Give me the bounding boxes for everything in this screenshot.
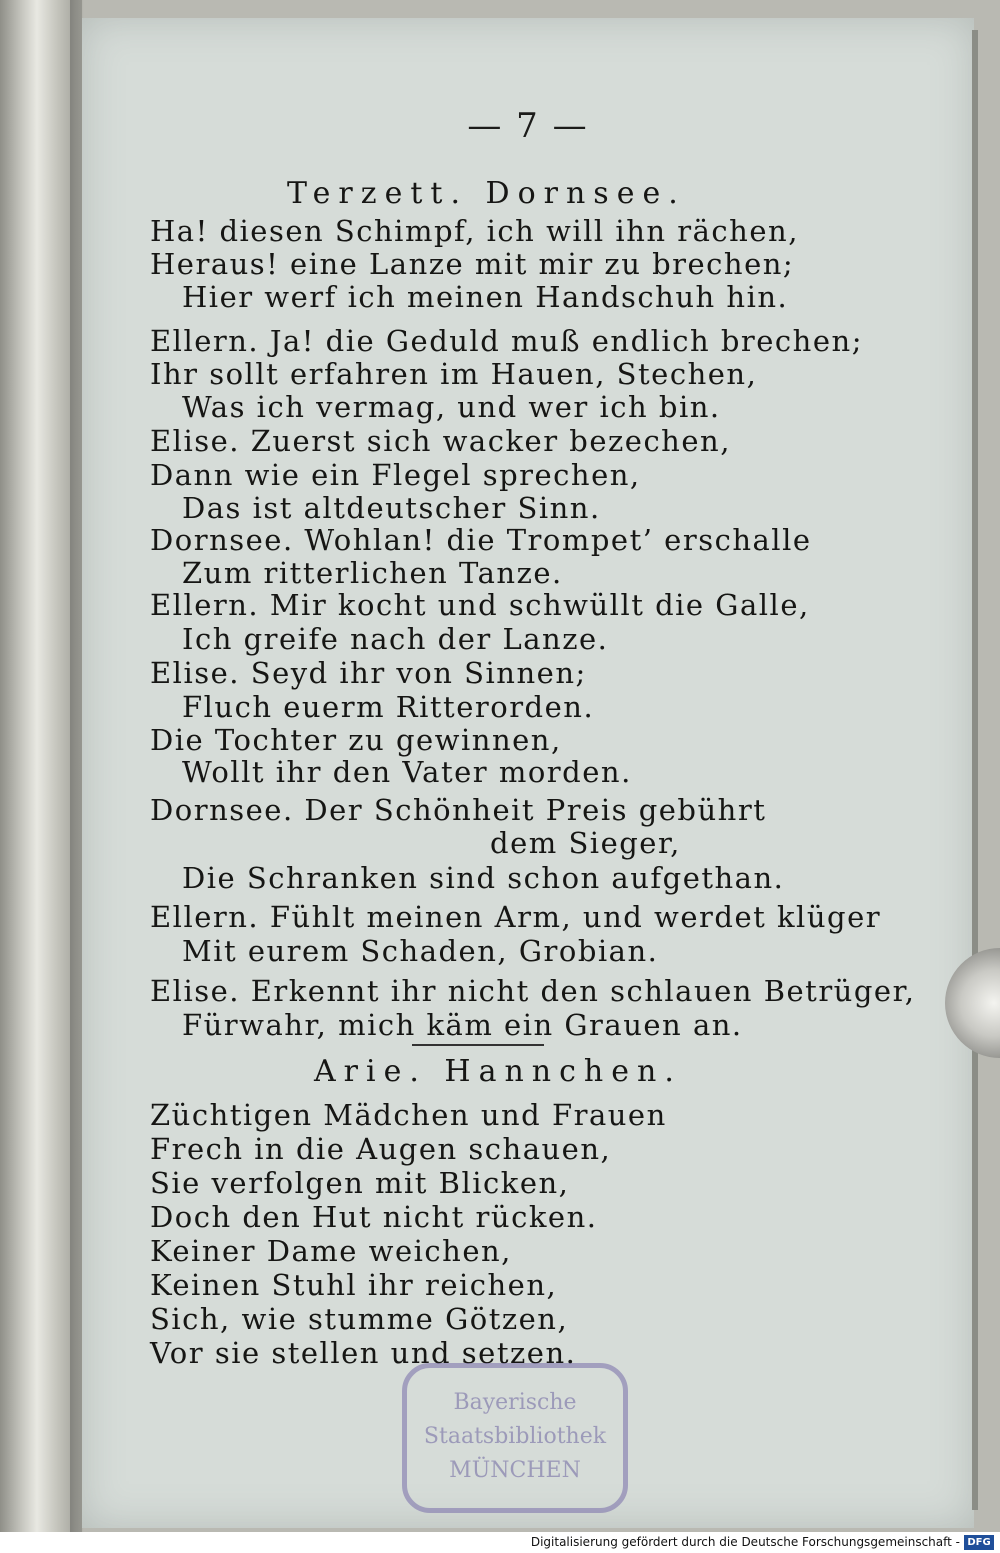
text-line: Zum ritterlichen Tanze. (182, 556, 563, 590)
text-line: Wollt ihr den Vater morden. (182, 755, 632, 789)
dfg-logo: DFG (964, 1535, 994, 1550)
text-line: Keinen Stuhl ihr reichen, (150, 1268, 558, 1302)
text-line: Ich greife nach der Lanze. (182, 622, 609, 656)
library-stamp (402, 1363, 628, 1513)
heading-arie: Arie. Hannchen. (314, 1054, 682, 1089)
text-line: Fluch euerm Ritterorden. (182, 690, 595, 724)
text-line: Ellern. Ja! die Geduld muß endlich brechen; (150, 324, 863, 358)
text-line: Ellern. Fühlt meinen Arm, und werdet klüger (150, 900, 882, 934)
text-line: Fürwahr, mich käm ein Grauen an. (182, 1008, 743, 1042)
footer-bar (0, 1532, 1000, 1553)
text-line: Sich, wie stumme Götzen, (150, 1302, 569, 1336)
page-number: — 7 — (467, 106, 589, 146)
text-line: Dornsee. Wohlan! die Trompet’ erschalle (150, 523, 812, 557)
text-line: Was ich vermag, und wer ich bin. (182, 390, 721, 424)
text-line: Heraus! eine Lanze mit mir zu brechen; (150, 247, 795, 281)
text-line: Frech in die Augen schauen, (150, 1132, 612, 1166)
heading-terzett: Terzett. Dornsee. (287, 176, 686, 211)
text-line: Ha! diesen Schimpf, ich will ihn rächen, (150, 214, 799, 248)
text-line: Elise. Seyd ihr von Sinnen; (150, 656, 587, 690)
text-line: Elise. Zuerst sich wacker bezechen, (150, 424, 731, 458)
text-line: Vor sie stellen und setzen. (150, 1336, 577, 1370)
text-line: Hier werf ich meinen Handschuh hin. (182, 280, 789, 314)
text-line: dem Sieger, (490, 826, 681, 860)
text-line: Die Schranken sind schon aufgethan. (182, 861, 785, 895)
footer-credit: Digitalisierung gefördert durch die Deutsche Forschungsgemeinschaft - (530, 1535, 960, 1549)
divider-rule (412, 1044, 544, 1046)
text-line: Keiner Dame weichen, (150, 1234, 512, 1268)
text-line: Ihr sollt erfahren im Hauen, Stechen, (150, 357, 758, 391)
text-line: Dann wie ein Flegel sprechen, (150, 458, 641, 492)
stamp-line: Bayerische (453, 1390, 577, 1415)
text-line: Sie verfolgen mit Blicken, (150, 1166, 570, 1200)
text-line: Mit eurem Schaden, Grobian. (182, 934, 659, 968)
stamp-line: Staatsbibliothek (423, 1424, 607, 1449)
text-line: Dornsee. Der Schönheit Preis gebührt (150, 793, 767, 827)
text-line: Elise. Erkennt ihr nicht den schlauen Betrüger, (150, 974, 916, 1008)
text-line: Züchtigen Mädchen und Frauen (150, 1098, 667, 1132)
page-edge (972, 30, 978, 1510)
book-page (82, 18, 974, 1528)
text-line: Das ist altdeutscher Sinn. (182, 491, 601, 525)
stamp-line: MÜNCHEN (449, 1458, 581, 1483)
text-line: Ellern. Mir kocht und schwüllt die Galle, (150, 588, 810, 622)
text-line: Doch den Hut nicht rücken. (150, 1200, 598, 1234)
text-line: Die Tochter zu gewinnen, (150, 723, 562, 757)
